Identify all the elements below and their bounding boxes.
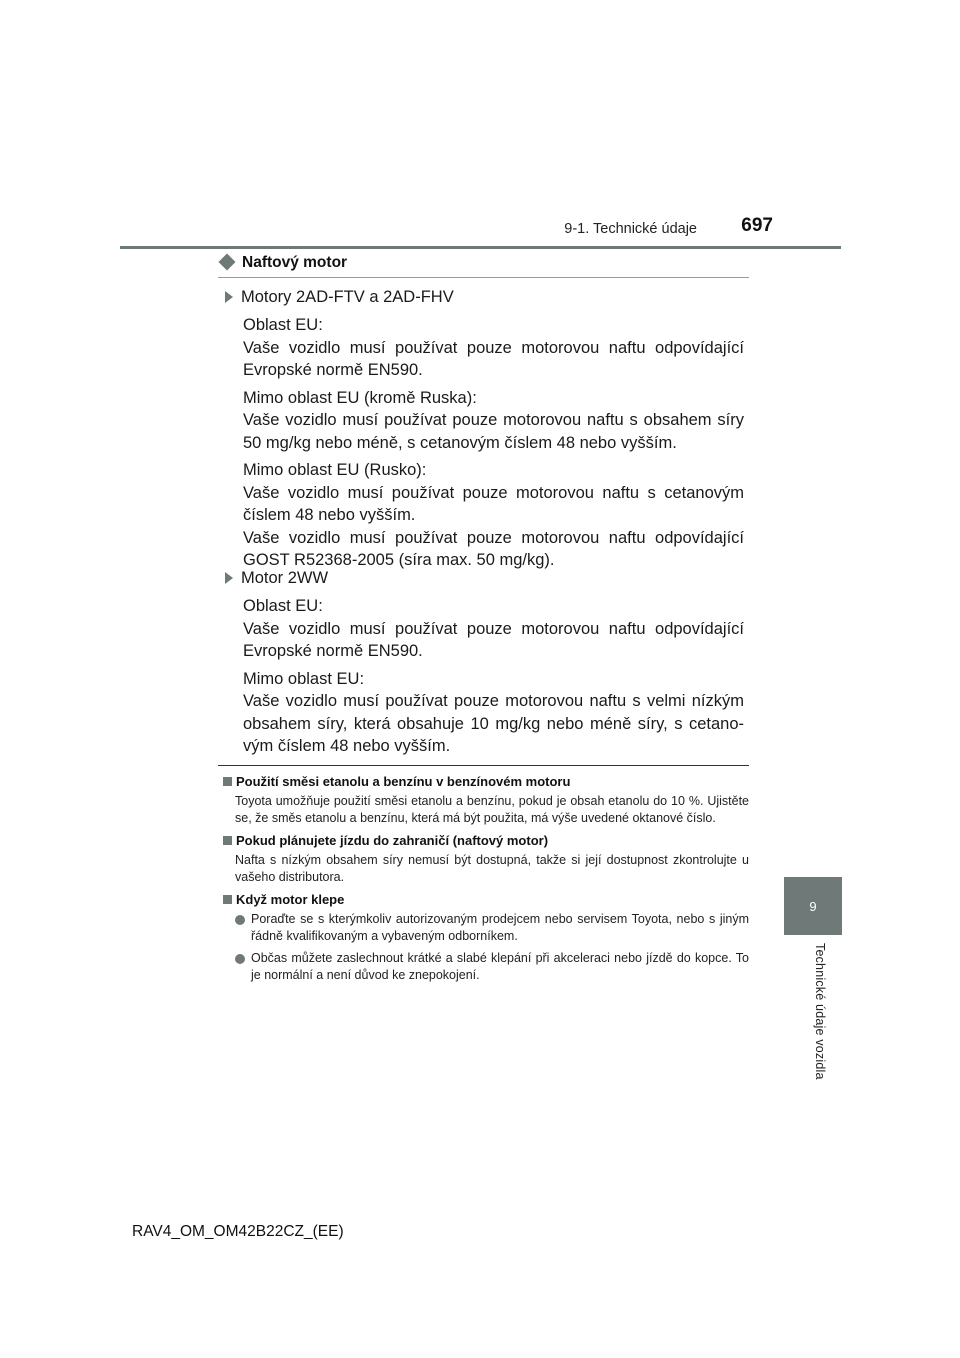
section-title-text: Naftový motor xyxy=(242,254,348,271)
note-heading xyxy=(223,832,749,849)
region-text: Vaše vozidlo musí používat pouze motorovou naftu s obsahem síry 50 mg/kg nebo méně, s cetanovým číslem 48 nebo vyšším. xyxy=(243,411,744,452)
page-number: 697 xyxy=(741,215,773,236)
page-header xyxy=(120,212,841,249)
region-title: Oblast EU: xyxy=(243,597,323,615)
note-bullet-text: Poraďte se s kterýmkoliv autorizovaným prodejcem nebo servisem Toyota, nebo s jiným řádně kvalifikovaným a vybaveným odborníkem. xyxy=(251,912,749,943)
engine-item xyxy=(225,286,744,308)
square-bullet-icon xyxy=(223,777,232,786)
note-body: Toyota umožňuje použití směsi etanolu a benzínu, pokud je obsah etanolu do 10 %. Ujistěte se, že směs etanolu a benzínu, která má být použita, má výše uvedené oktanové číslo. xyxy=(235,794,749,825)
region-title: Oblast EU: xyxy=(243,316,323,334)
section-title xyxy=(218,254,749,278)
region-title: Mimo oblast EU: xyxy=(243,669,365,688)
note-heading-text: Pokud plánujete jízdu do zahraničí (naftový motor) xyxy=(236,833,549,848)
notes-section xyxy=(223,773,749,989)
note-heading-text: Když motor klepe xyxy=(236,892,345,907)
region-text: Vaše vozidlo musí používat pouze motorovou naftu odpovídající Evropské normě EN590. xyxy=(243,338,744,379)
region-paragraph xyxy=(243,387,744,455)
engine-label: Motory 2AD-FTV a 2AD-FHV xyxy=(241,288,454,306)
engine-block-2ad xyxy=(225,286,744,577)
region-text: Vaše vozidlo musí používat pouze motorovou naftu s velmi nízkým obsahem síry, která obsahuje 10 mg/kg nebo méně síry, s cetano-vým číslem 48 nebo vyšším. xyxy=(243,692,744,755)
region-paragraph xyxy=(243,595,744,663)
note-heading xyxy=(223,773,749,790)
region-text: Vaše vozidlo musí používat pouze motorovou naftu s cetanovým číslem 48 nebo vyšším. xyxy=(243,483,744,524)
region-text: Vaše vozidlo musí používat pouze motorovou naftu odpovídající Evropské normě EN590. xyxy=(243,619,744,660)
square-bullet-icon xyxy=(223,836,232,845)
region-title: Mimo oblast EU (Rusko): xyxy=(243,461,427,479)
triangle-bullet-icon xyxy=(225,291,233,303)
note-heading-text: Použití směsi etanolu a benzínu v benzínovém motoru xyxy=(236,774,571,789)
circle-bullet-icon xyxy=(235,954,245,964)
engine-block-2ww xyxy=(225,567,744,763)
note-body: Nafta s nízkým obsahem síry nemusí být dostupná, takže si její dostupnost zkontrolujte u vašeho distributora. xyxy=(235,853,749,884)
document-code: RAV4_OM_OM42B22CZ_(EE) xyxy=(132,1223,344,1240)
triangle-bullet-icon xyxy=(225,572,233,584)
diamond-icon xyxy=(219,254,236,271)
square-bullet-icon xyxy=(223,895,232,904)
region-title: Mimo oblast EU (kromě Ruska): xyxy=(243,388,477,407)
engine-item xyxy=(225,567,744,589)
note-bullet-text: Občas můžete zaslechnout krátké a slabé klepání při akceleraci nebo jízdě do kopce. To je normální a není důvod ke znepokojení. xyxy=(251,951,749,982)
section-breadcrumb: 9-1. Technické údaje xyxy=(564,221,697,237)
note-heading xyxy=(223,891,749,908)
note-bullet xyxy=(235,950,749,984)
circle-bullet-icon xyxy=(235,915,245,925)
chapter-tab xyxy=(784,877,842,935)
engine-label: Motor 2WW xyxy=(241,569,329,587)
region-text: Vaše vozidlo musí používat pouze motorovou naftu odpovídající GOST R52368-2005 (síra max. 50 mg/kg). xyxy=(243,528,744,569)
region-paragraph xyxy=(243,668,744,758)
note-bullet xyxy=(235,911,749,945)
chapter-label: Technické údaje vozidla xyxy=(813,943,827,1080)
section-divider xyxy=(218,765,749,766)
chapter-number: 9 xyxy=(809,898,817,914)
region-paragraph xyxy=(243,314,744,382)
region-paragraph xyxy=(243,459,744,572)
